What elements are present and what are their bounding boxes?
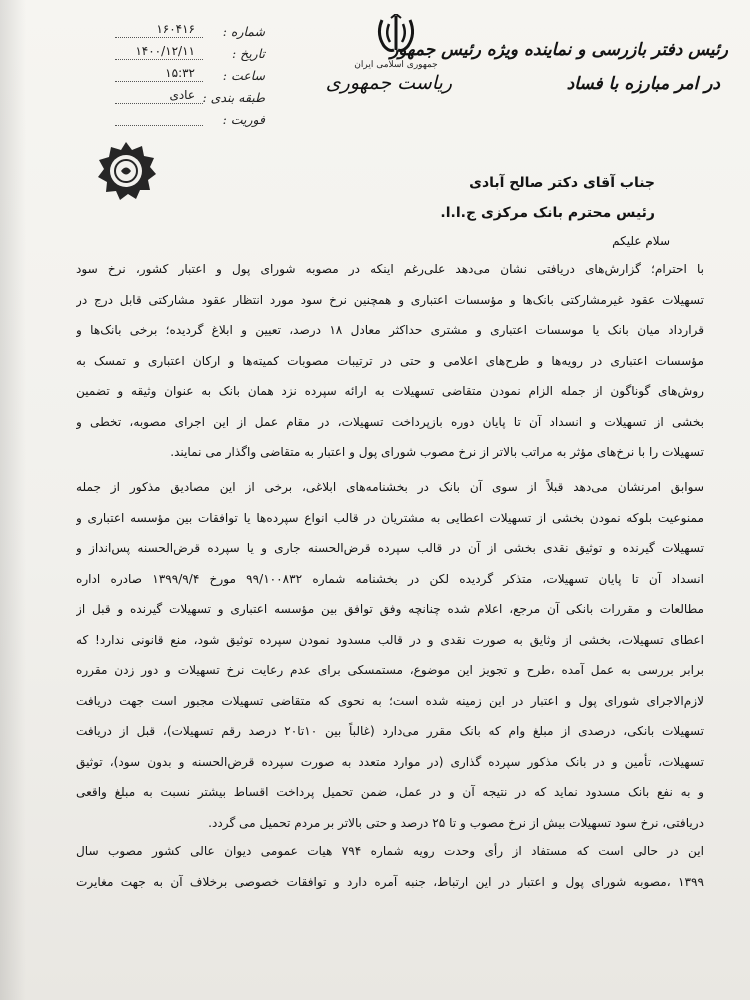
text-line: برابر بررسی به عمل آمده ،طرح و تجویز این موضوع، مستمسکی برای عدم رعایت نرخ تسهیلات و دور زدن مقرره xyxy=(76,663,704,677)
meta-class-label: طبقه بندی : xyxy=(202,90,265,105)
meta-number-label: شماره : xyxy=(222,24,265,39)
text-line: اعطای تسهیلات، بخشی از وثایق به صورت نقدی و در قالب مسدود نمودن سپرده توثیق شود، منع قانونی ندارد! که xyxy=(76,632,704,647)
office-title-line2: در امر مبارزه با فساد xyxy=(566,74,720,94)
text-line: لازم‌الاجرای شورای پول و اعتبار در این زمینه شده است؛ به نحوی که متقاضی تسهیلات مجبور است جهت دریافت xyxy=(76,693,704,708)
meta-dotted-line xyxy=(115,81,203,82)
meta-time-label: ساعت : xyxy=(222,68,265,83)
text-line: سوابق امرنشان می‌دهد قبلاً از سوی آن بانک در بخشنامه‌های ابلاغی، برخی از این مصادیق مذکور از جمله xyxy=(76,480,704,494)
text-line: ۱۳۹۹ ،مصوبه شورای پول و اعتبار در این ارتباط، جنبه آمره دارد و توافقات خصوصی برخلاف آن به جهت مغایرت xyxy=(76,874,704,889)
meta-time-value: ۱۵:۳۲ xyxy=(165,66,195,80)
emblem-country-text: جمهوری اسلامی ایران xyxy=(354,60,438,70)
meta-dotted-line xyxy=(115,103,203,104)
body-paragraph-1 xyxy=(76,254,704,468)
office-title-line1: رئیس دفتر بازرسی و نماینده ویژه رئیس جمهور xyxy=(390,40,728,60)
meta-date-row xyxy=(115,44,265,66)
meta-class-value: عادی xyxy=(169,88,195,102)
meta-number-value: ۱۶۰۴۱۶ xyxy=(156,22,195,36)
text-line: انسداد آن تا پایان تسهیلات، متذکر گردیده لکن در بخشنامه شماره ۹۹/۱۰۰۸۳۲ مورخ ۱۳۹۹/۹/۴ صادره اداره xyxy=(76,571,704,586)
text-line: و به نفع بانک مسدود نماید که در نتیجه آن و در عمل، ضمن تحمیل پرداخت اقساط بیشتر نسبت به مبلغ واقعی xyxy=(76,785,704,799)
text-line: تسهیلات گیرنده و توثیق نقدی بخشی از آن در قالب سپرده قرض‌الحسنه جاری و یا سپرده قرض‌الحسنه پس‌انداز و xyxy=(76,541,704,555)
meta-class-row xyxy=(115,88,265,110)
text-line: ممنوعیت بلوکه نمودن بخشی از تسهیلات اعطایی به مشتریان در قالب انواع سپرده‌ها یا توافقات بین مؤسسه اعتباری و xyxy=(76,510,704,525)
meta-time-row xyxy=(115,66,265,88)
meta-date-value: ۱۴۰۰/۱۲/۱۱ xyxy=(135,44,195,58)
meta-date-label: تاریخ : xyxy=(231,46,265,61)
text-line: مطالعات و مقررات بانکی آن مرجع، اعلام شده چنانچه وفق توافق بین مؤسسه اعتباری و تسهیلات گیرنده و قبل از xyxy=(76,602,704,616)
body-paragraph-3 xyxy=(76,836,704,897)
meta-number-row xyxy=(115,22,265,44)
meta-urgency-label: فوریت : xyxy=(222,112,265,127)
text-line: با احترام؛ گزارش‌های دریافتی نشان می‌دهد علی‌رغم اینکه در مصوبه شورای پول و اعتبار کشور، نرخ سود xyxy=(76,262,704,276)
text-line: تسهیلات بانکی، درصدی از مبلغ وام که بانک مقرر می‌دارد (غالباً بین ۱۰تا۲۰ درصد رقم تسهیلات)، قبل از دریافت xyxy=(76,724,704,738)
text-line: تسهیلات عقود غیرمشارکتی بانک‌ها و مؤسسات اعتباری و همچنین نرخ سود مورد انتظار عقود مشارکتی قابل درج در xyxy=(76,292,704,307)
text-line: این در حالی است که مستفاد از رأی وحدت رویه شماره ۷۹۴ هیات عمومی دیوان عالی کشور مصوب سال xyxy=(76,844,704,858)
meta-dotted-line xyxy=(115,125,203,126)
meta-dotted-line xyxy=(115,59,203,60)
greeting: سلام علیکم xyxy=(612,234,670,248)
addressee-name: جناب آقای دکتر صالح آبادی xyxy=(469,175,655,191)
addressee-block xyxy=(440,175,655,221)
body-paragraph-2 xyxy=(76,472,704,838)
letter-metadata xyxy=(115,22,265,132)
text-line: دریافتی، نرخ سود تسهیلات بیش از نرخ مصوب و تا ۲۵ درصد و حتی بالاتر بر مردم تحمیل می گردد. xyxy=(208,815,704,830)
text-line: بخشی از تسهیلات و انسداد آن تا پایان دوره بازپرداخت تسهیلات، در مقام عمل از این اجرای مصوبه، تخطی و xyxy=(76,414,704,429)
seal-stamp-icon xyxy=(95,140,157,202)
emblem-presidency-text: ریاست جمهوری xyxy=(325,72,452,94)
text-line: تسهیلات، تأمین و در بانک مذکور سپرده گذاری (در موارد متعدد به صورت سپرده قرض‌الحسنه و بدون سود)، توثیق xyxy=(76,754,704,769)
text-line: مؤسسات اعتباری در رویه‌ها و طرح‌های اعلامی و حتی در ترتیبات مصوبات کمیته‌ها و ارکان اعتباری و تمسک به xyxy=(76,353,704,368)
addressee-title: رئیس محترم بانک مرکزی ج.ا.ا. xyxy=(440,205,655,221)
text-line: روش‌های گوناگون از جمله الزام نمودن متقاضی تسهیلات به ارائه سپرده نزد همان بانک به عنوان وثیقه و تضمین xyxy=(76,384,704,398)
text-line: قرارداد میان بانک یا موسسات اعتباری و مشتری حداکثر معادل ۱۸ درصد، تعیین و ابلاغ گردیده؛ برخی بانک‌ها و xyxy=(76,323,704,337)
page-edge-shadow xyxy=(0,0,26,1000)
meta-dotted-line xyxy=(115,37,203,38)
text-line: تسهیلات را با نرخ‌های مؤثر به مراتب بالاتر از نرخ مصوب شورای پول و اعتبار به متقاضی واگذار می نمایند. xyxy=(170,445,704,459)
meta-urgency-row xyxy=(115,110,265,132)
